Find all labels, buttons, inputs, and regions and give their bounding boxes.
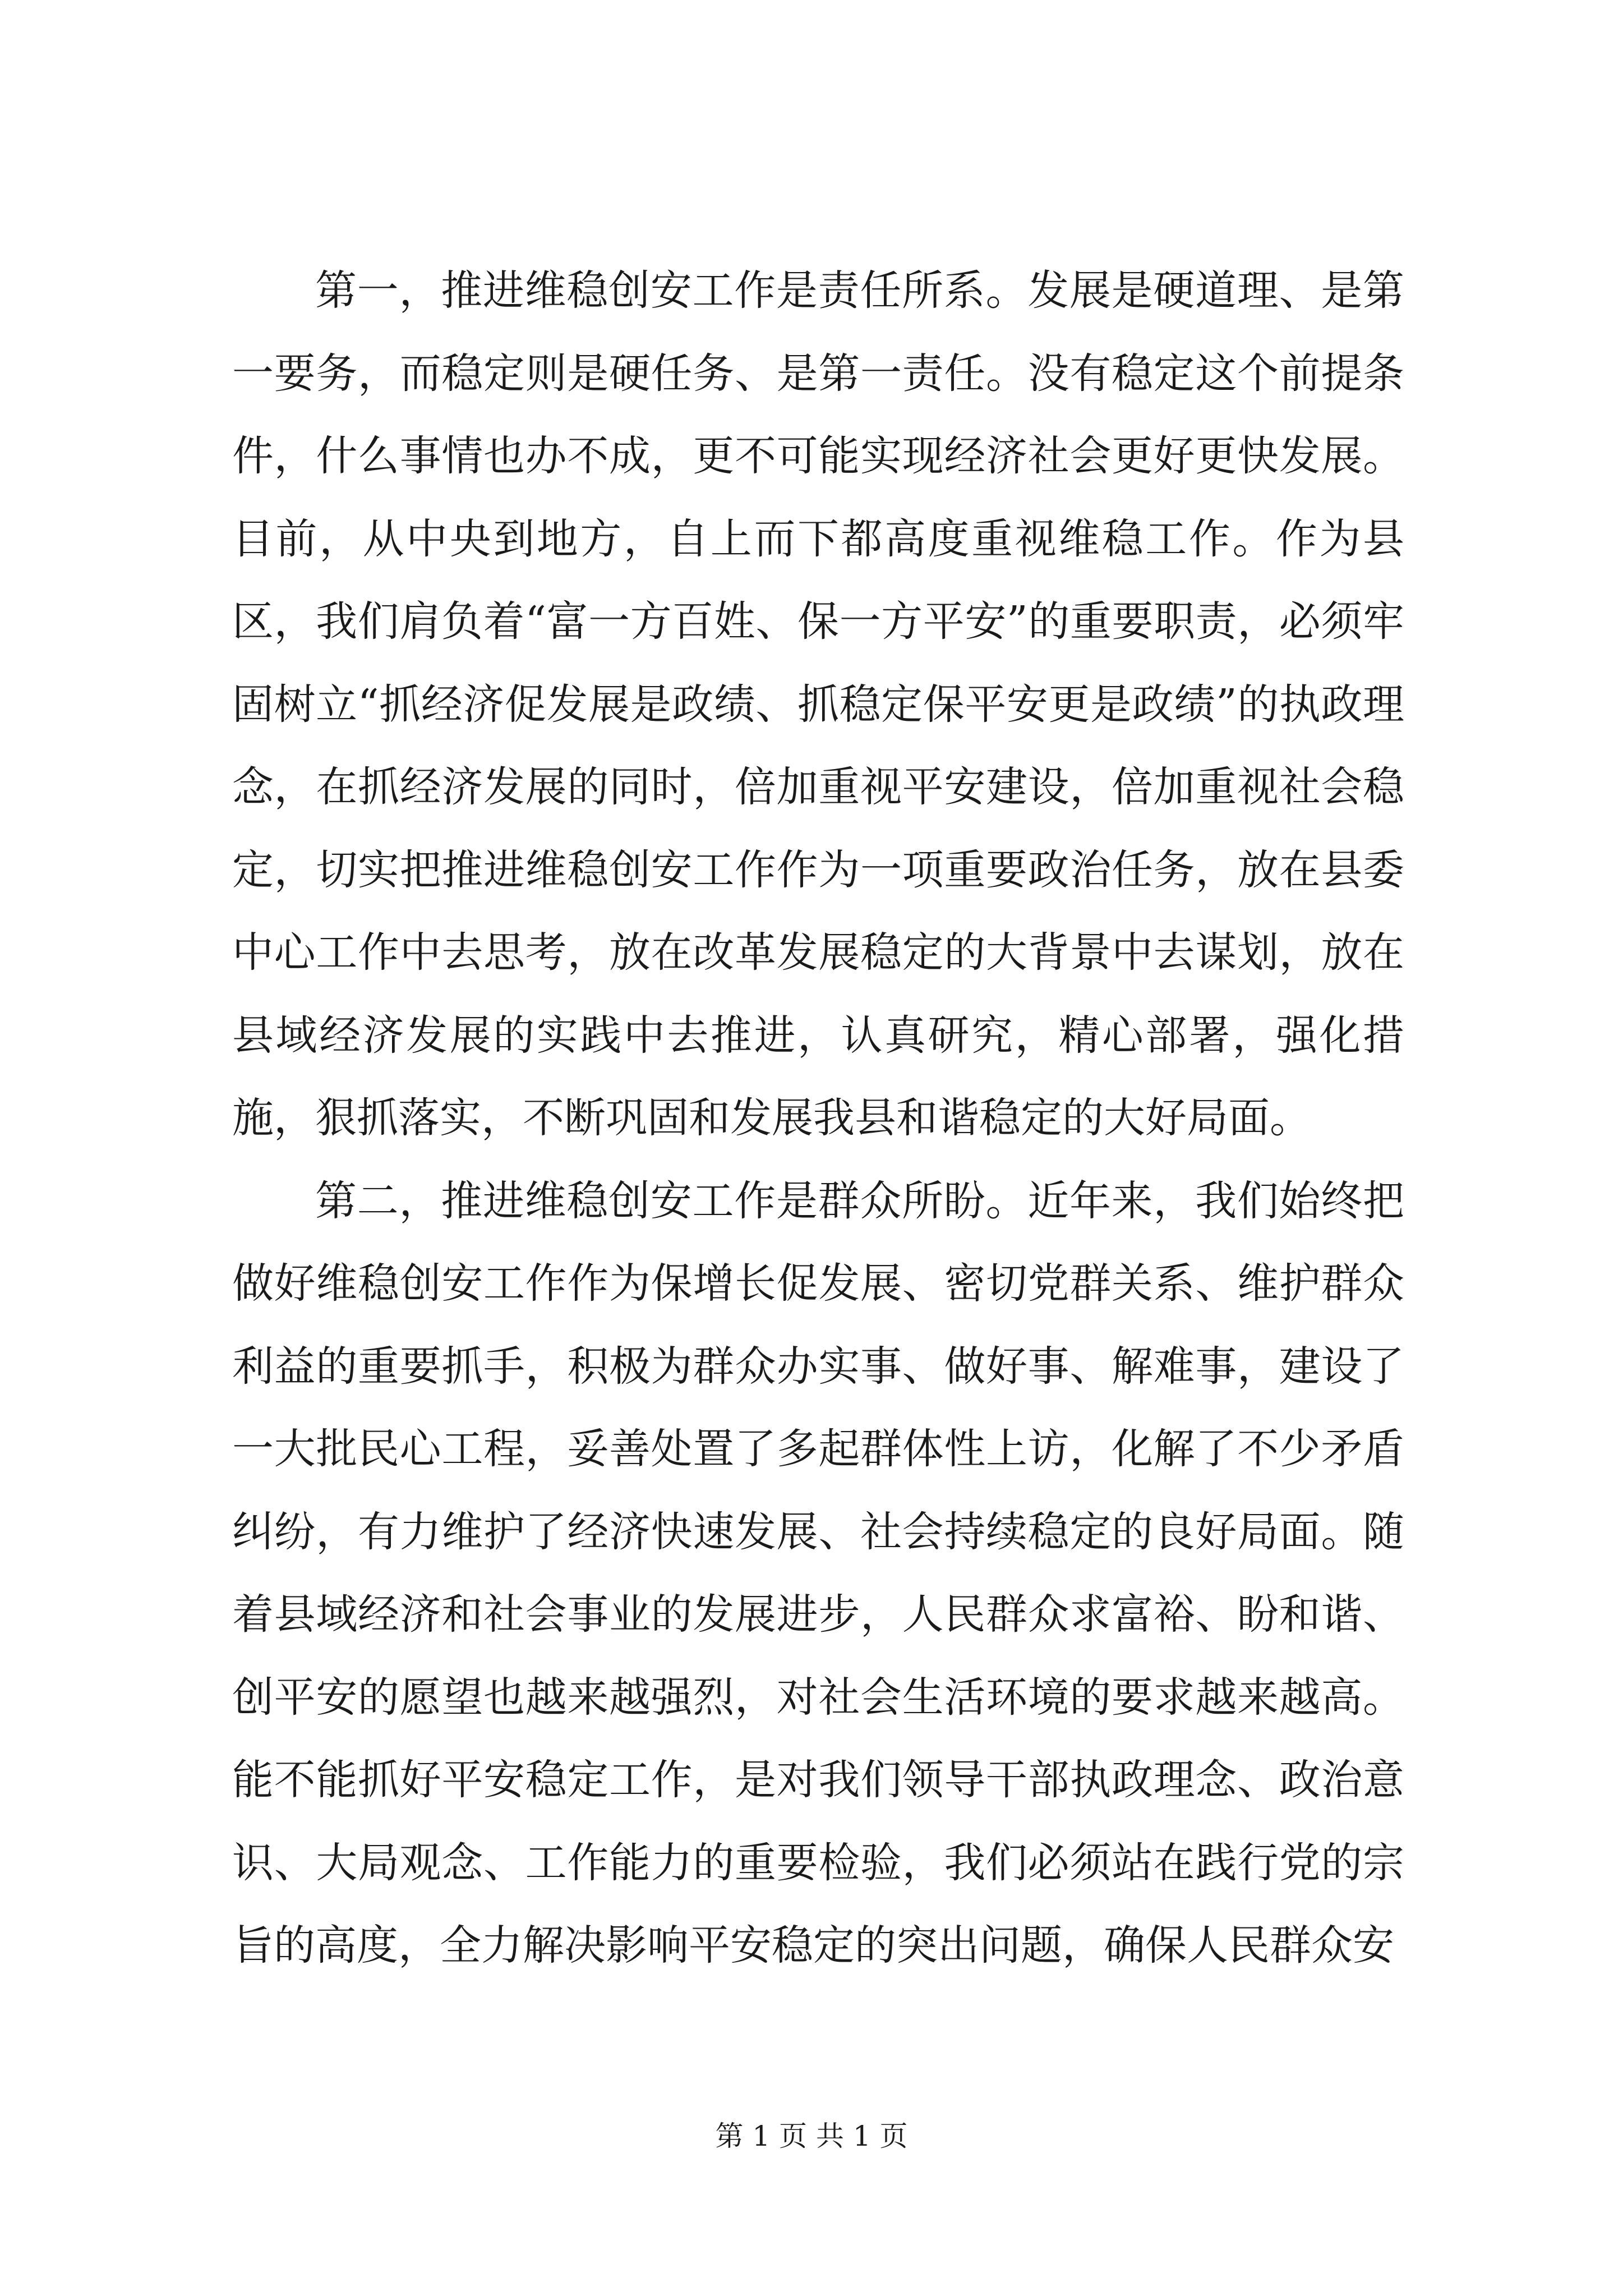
document-body <box>232 250 1404 1987</box>
paragraph-1: 第一，推进维稳创安工作是责任所系。发展是硬道理、是第一要务，而稳定则是硬任务、是第一责任。没有稳定这个前提条件，什么事情也办不成，更不可能实现经济社会更好更快发展。目前，从中央到地方，自上而下都高度重视维稳工作。作为县区，我们肩负着“富一方百姓、保一方平安”的重要职责，必须牢固树立“抓经济促发展是政绩、抓稳定保平安更是政绩”的执政理念，在抓经济发展的同时，倍加重视平安建设，倍加重视社会稳定，切实把推进维稳创安工作作为一项重要政治任务，放在县委中心工作中去思考，放在改革发展稳定的大背景中去谋划，放在县域经济发展的实践中去推进，认真研究，精心部署，强化措施，狠抓落实，不断巩固和发展我县和谐稳定的大好局面。 <box>232 266 1404 1142</box>
page-number-label: 第 1 页 共 1 页 <box>715 2120 908 2152</box>
page-footer <box>0 2119 1623 2153</box>
paragraph-2: 第二，推进维稳创安工作是群众所盼。近年来，我们始终把做好维稳创安工作作为保增长促发展、密切党群关系、维护群众利益的重要抓手，积极为群众办实事、做好事、解难事，建设了一大批民心工程，妥善处置了多起群体性上访，化解了不少矛盾纠纷，有力维护了经济快速发展、社会持续稳定的良好局面。随着县域经济和社会事业的发展进步，人民群众求富裕、盼和谐、创平安的愿望也越来越强烈，对社会生活环境的要求越来越高。能不能抓好平安稳定工作，是对我们领导干部执政理念、政治意识、大局观念、工作能力的重要检验，我们必须站在践行党的宗旨的高度，全力解决影响平安稳定的突出问题，确保人民群众安 <box>232 1176 1404 1970</box>
